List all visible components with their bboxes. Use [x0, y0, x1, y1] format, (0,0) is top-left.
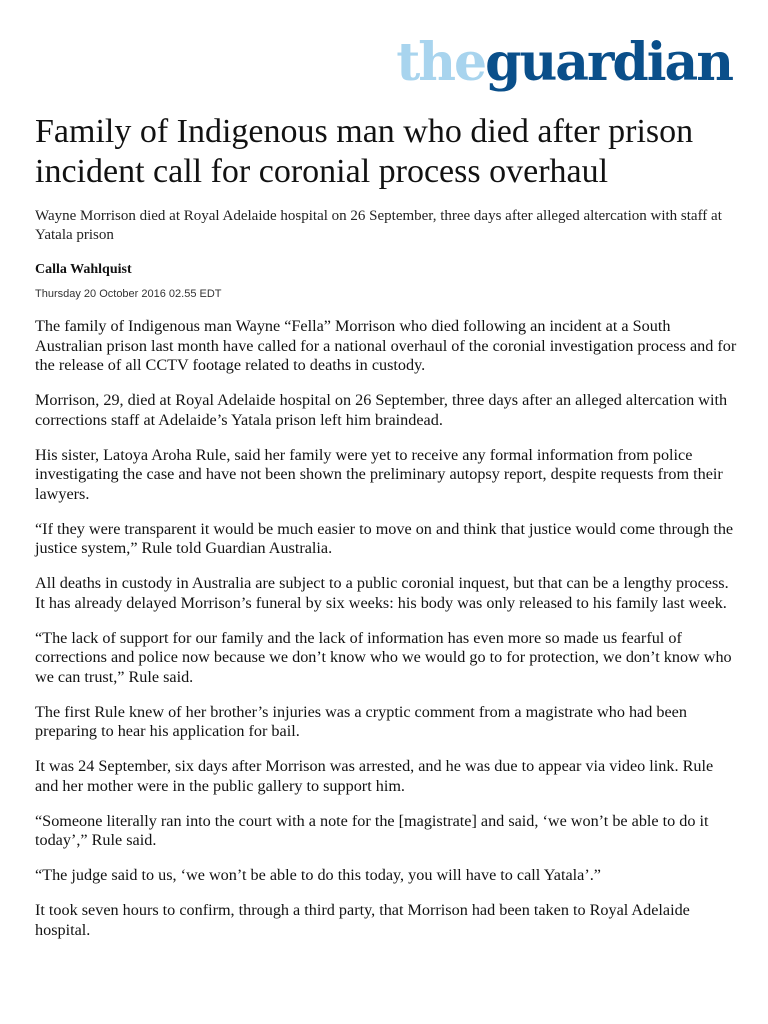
body-paragraph: “Someone literally ran into the court with a note for the [magistrate] and said, ‘we won’t be able to do it today’,” Rule said.	[35, 811, 709, 849]
publish-date: Thursday 20 October 2016 02.55 EDT	[35, 288, 222, 300]
logo-guardian: guardian	[485, 32, 732, 93]
body-paragraph: “The judge said to us, ‘we won’t be able to do this today, you will have to call Yatala’.”	[35, 866, 601, 884]
body-paragraph: It took seven hours to confirm, through a third party, that Morrison had been taken to Royal Adelaide hospital.	[35, 901, 690, 939]
author-byline[interactable]: Calla Wahlquist	[35, 262, 132, 277]
guardian-logo[interactable]	[396, 28, 732, 98]
body-paragraph: All deaths in custody in Australia are subject to a public coronial inquest, but that can be a lengthy process. It has already delayed Morrison’s funeral by six weeks: his body was only released to his family last week.	[35, 574, 729, 612]
body-paragraph: “If they were transparent it would be much easier to move on and think that justice would come through the justice system,” Rule told Guardian Australia.	[35, 519, 734, 557]
body-paragraph: His sister, Latoya Aroha Rule, said her family were yet to receive any formal information from police investigating the case and have not been shown the preliminary autopsy report, despite requests from their lawyers.	[35, 445, 723, 503]
body-paragraph: The first Rule knew of her brother’s injuries was a cryptic comment from a magistrate who had been preparing to hear his application for bail.	[35, 702, 687, 740]
body-paragraph: Morrison, 29, died at Royal Adelaide hospital on 26 September, three days after an alleged altercation with corrections staff at Adelaide’s Yatala prison left him braindead.	[35, 391, 728, 429]
logo-the: the	[396, 32, 486, 93]
body-paragraph: The family of Indigenous man Wayne “Fella” Morrison who died following an incident at a South Australian prison last month have called for a national overhaul of the coronial investigation process and for the release of all CCTV footage related to deaths in custody.	[35, 317, 737, 374]
article-headline: Family of Indigenous man who died after prison incident call for coronial process overhaul	[35, 113, 694, 190]
body-paragraph: “The lack of support for our family and the lack of information has even more so made us fearful of corrections and police now because we don’t know who we would go to for protection, we don’t know who we can trust,” Rule said.	[35, 628, 732, 686]
article-standfirst: Wayne Morrison died at Royal Adelaide hospital on 26 September, three days after alleged altercation with staff at Yatala prison	[35, 208, 722, 243]
article-body	[35, 317, 740, 956]
body-paragraph: It was 24 September, six days after Morrison was arrested, and he was due to appear via video link. Rule and her mother were in the public gallery to support him.	[35, 757, 714, 795]
